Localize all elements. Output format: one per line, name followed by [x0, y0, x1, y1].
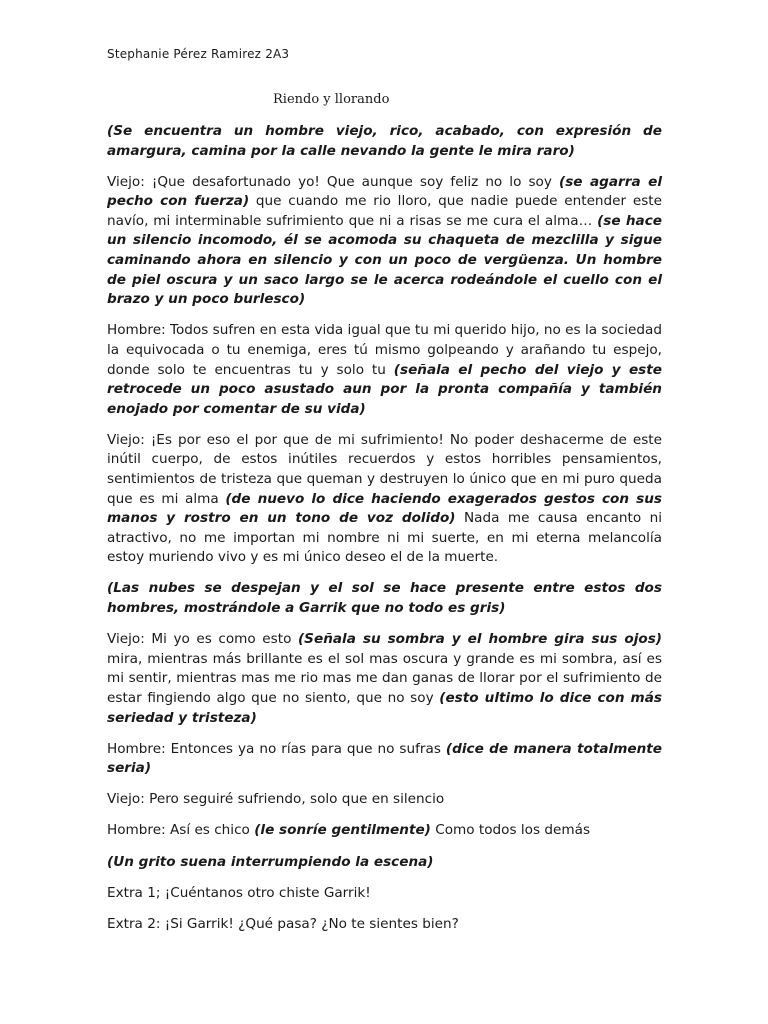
- script-paragraph: [107, 122, 662, 161]
- script-paragraph: [107, 821, 662, 841]
- stage-direction: (Un grito suena interrumpiendo la escena): [107, 853, 434, 870]
- stage-direction: (dice de manera totalmente seria): [107, 740, 662, 777]
- dialogue-text: Nada me causa encanto ni atractivo, no me importan mi nombre ni mi suerte, en mi eterna melancolía estoy muriendo vivo y es mi único deseo el de la muerte.: [107, 510, 662, 566]
- stage-direction: (Las nubes se despejan y el sol se hace presente entre estos dos hombres, mostrándole a Garrik que no todo es gris): [107, 580, 662, 617]
- stage-direction: (le sonríe gentilmente): [254, 822, 431, 839]
- document-body: [107, 122, 662, 946]
- dialogue-text: Viejo: Pero seguiré sufriendo, solo que en silencio: [107, 791, 445, 808]
- stage-direction: (de nuevo lo dice haciendo exagerados gestos con sus manos y rostro en un tono de voz dolido): [107, 490, 662, 527]
- stage-direction: (señala el pecho del viejo y este retrocede un poco asustado aun por la pronta compañía y también enojado por comentar de su vida): [107, 361, 662, 417]
- dialogue-text: mira, mientras más brillante es el sol mas oscura y grande es mi sombra, así es mi sentir, mientras mas me rio mas me dan ganas de llorar por el sufrimiento de estar fingiendo algo que no siento, que no soy: [107, 650, 662, 706]
- stage-direction: (Se encuentra un hombre viejo, rico, acabado, con expresión de amargura, camina por la calle nevando la gente le mira raro): [107, 123, 662, 159]
- dialogue-text: que cuando me rio lloro, que nadie puede entender este navío, mi interminable sufrimiento que ni a risas se me cura el alma…: [107, 193, 662, 229]
- dialogue-text: Viejo: Mi yo es como esto: [107, 631, 298, 648]
- script-paragraph: [107, 321, 662, 419]
- script-paragraph: [107, 630, 662, 728]
- script-paragraph: [107, 579, 662, 618]
- dialogue-text: Viejo: ¡Que desafortunado yo! Que aunque soy feliz no lo soy: [107, 173, 559, 190]
- dialogue-text: Hombre: Todos sufren en esta vida igual que tu mi querido hijo, no es la sociedad la equivocada o tu enemiga, eres tú mismo golpeando y arañando tu espejo, donde solo te encuentras tu y solo tu: [107, 322, 662, 378]
- script-paragraph: [107, 431, 662, 568]
- script-paragraph: [107, 740, 662, 779]
- script-paragraph: [107, 790, 662, 810]
- script-paragraph: [107, 915, 662, 935]
- author-line: Stephanie Pérez Ramirez 2A3: [107, 47, 290, 61]
- dialogue-text: Viejo: ¡Es por eso el por que de mi sufrimiento! No poder deshacerme de este inútil cuerpo, de estos inútiles recuerdos y estos horribles pensamientos, sentimientos de tristeza que queman y destruyen lo único que en mi puro queda que es mi alma: [107, 431, 662, 507]
- document-title: Riendo y llorando: [273, 92, 390, 107]
- dialogue-text: Extra 2: ¡Si Garrik! ¿Qué pasa? ¿No te sientes bien?: [107, 915, 459, 932]
- dialogue-text: Hombre: Así es chico: [107, 822, 255, 839]
- dialogue-text: Como todos los demás: [430, 822, 591, 839]
- stage-direction: (esto ultimo lo dice con más seriedad y tristeza): [107, 689, 662, 726]
- stage-direction: (se agarra el pecho con fuerza): [107, 173, 662, 210]
- stage-direction: (Señala su sombra y el hombre gira sus ojos): [297, 631, 662, 648]
- script-paragraph: [107, 853, 662, 873]
- script-paragraph: [107, 173, 662, 310]
- stage-direction: (se hace un silencio incomodo, él se acomoda su chaqueta de mezclilla y sigue caminando ahora en silencio y con un poco de vergüenza. Un hombre de piel oscura y un saco largo se le acerca rodeándole el cuello con el brazo y un poco burlesco): [107, 212, 662, 308]
- dialogue-text: Extra 1; ¡Cuéntanos otro chiste Garrik!: [107, 884, 371, 901]
- script-paragraph: [107, 884, 662, 904]
- dialogue-text: Hombre: Entonces ya no rías para que no sufras: [107, 740, 446, 757]
